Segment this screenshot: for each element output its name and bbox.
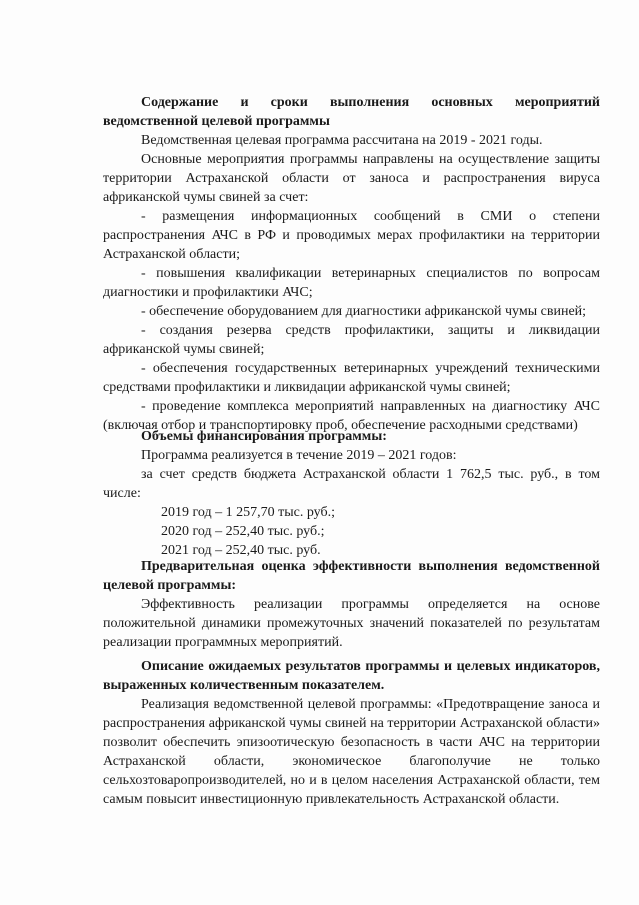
paragraph: Реализация ведомственной целевой программы: «Предотвращение заноса и распространения африканской чумы свиней на территории Астраханской области» позволит обеспечить эпизоотическую безопасность в части АЧС на территории Астраханской области, экономическое благополучие не только сельхозтоваропроизводителей, но и в целом населения Астраханской области, тем самым повысит инвестиционную привлекательность Астраханской области. bbox=[103, 697, 600, 807]
section-heading: Описание ожидаемых результатов программы и целевых индикаторов, выраженных количественным показателем. bbox=[103, 659, 600, 693]
list-item: - создания резерва средств профилактики, защиты и ликвидации африканской чумы свиней; bbox=[103, 323, 600, 357]
list-item: 2019 год – 1 257,70 тыс. руб.; bbox=[161, 505, 335, 520]
paragraph: за счет средств бюджета Астраханской области 1 762,5 тыс. руб., в том числе: bbox=[103, 467, 600, 501]
list-item: 2021 год – 252,40 тыс. руб. bbox=[161, 543, 321, 558]
section-content-and-terms bbox=[103, 93, 600, 435]
section-expected-results bbox=[103, 657, 600, 809]
section-heading: Содержание и сроки выполнения основных мероприятий ведомственной целевой программы bbox=[103, 95, 600, 129]
paragraph: Основные мероприятия программы направлены на осуществление защиты территории Астраханской области от заноса и распространения вируса африканской чумы свиней за счет: bbox=[103, 152, 600, 205]
section-efficiency-evaluation bbox=[103, 557, 600, 652]
section-heading: Предварительная оценка эффективности выполнения ведомственной целевой программы: bbox=[103, 559, 600, 593]
list-item: - обеспечения государственных ветеринарных учреждений техническими средствами профилактики и ликвидации африканской чумы свиней; bbox=[103, 361, 600, 395]
list-item: - обеспечение оборудованием для диагностики африканской чумы свиней; bbox=[141, 304, 587, 319]
financing-years-list bbox=[103, 503, 600, 560]
list-item: - повышения квалификации ветеринарных специалистов по вопросам диагностики и профилактики АЧС; bbox=[103, 266, 600, 300]
section-heading: Объемы финансирования программы: bbox=[141, 429, 387, 444]
list-item: - размещения информационных сообщений в СМИ о степени распространения АЧС в РФ и проводимых мерах профилактики на территории Астраханской области; bbox=[103, 209, 600, 262]
section-financing bbox=[103, 427, 600, 560]
paragraph: Программа реализуется в течение 2019 – 2021 годов: bbox=[141, 448, 457, 463]
list-item: 2020 год – 252,40 тыс. руб.; bbox=[161, 524, 325, 539]
list-item: - проведение комплекса мероприятий направленных на диагностику АЧС (включая отбор и транспортировку проб, обеспечение расходными средствами) bbox=[103, 399, 600, 433]
paragraph: Ведомственная целевая программа рассчитана на 2019 - 2021 годы. bbox=[141, 133, 543, 148]
paragraph: Эффективность реализации программы определяется на основе положительной динамики промежуточных значений показателей по результатам реализации программных мероприятий. bbox=[103, 597, 600, 650]
